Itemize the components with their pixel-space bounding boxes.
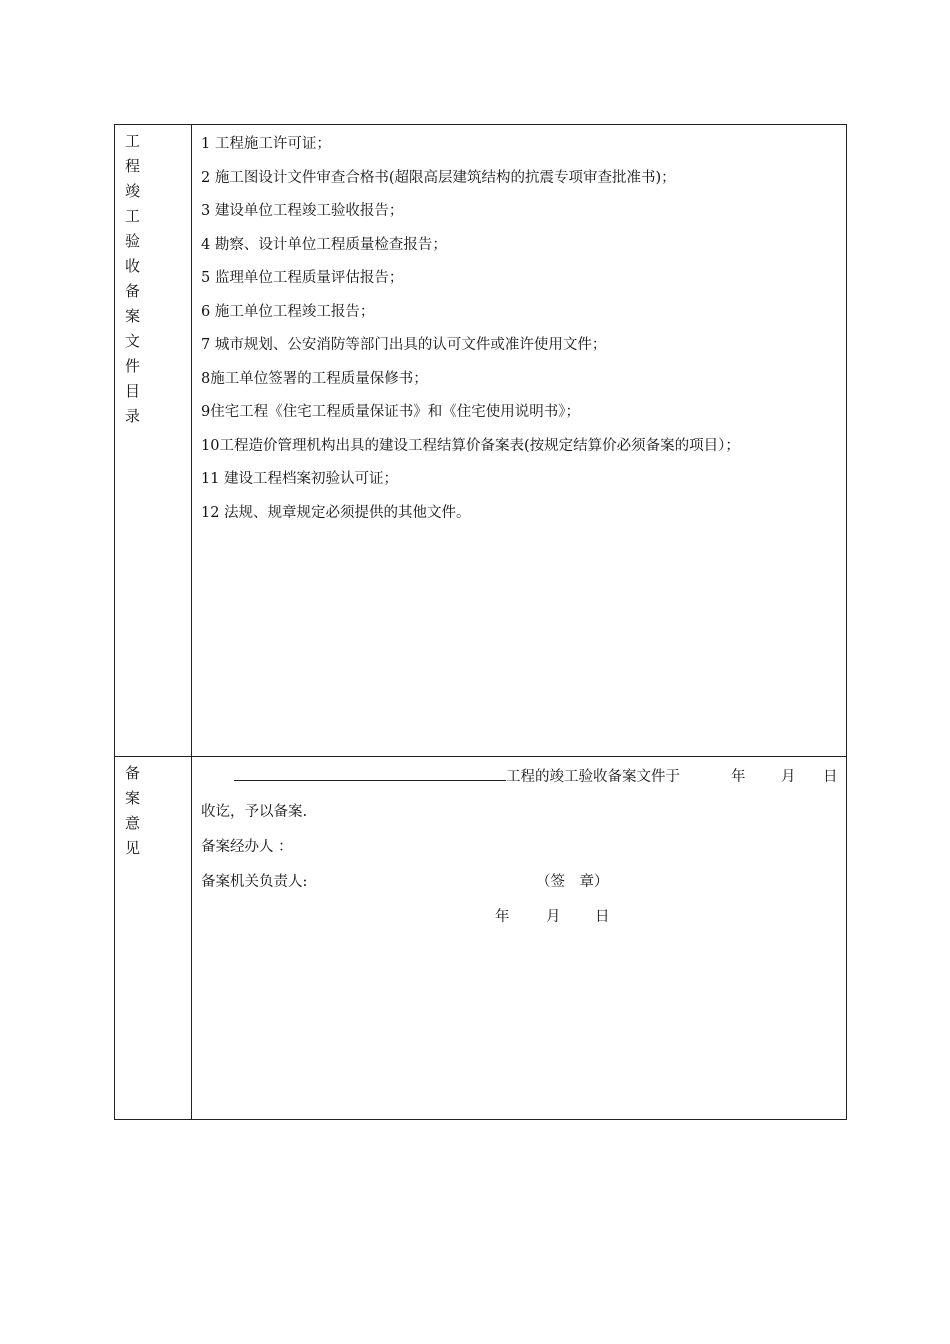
- project-name-blank[interactable]: [234, 762, 506, 781]
- list-item: 6 施工单位工程竣工报告；: [201, 303, 375, 320]
- list-item: 9住宅工程《住宅工程质量保证书》和《住宅使用说明书》；: [201, 404, 580, 420]
- opinion-line-1: [201, 760, 846, 795]
- sign-day: 日: [595, 909, 610, 925]
- receipt-day: 日: [823, 769, 838, 785]
- filing-authority-line: [201, 865, 846, 900]
- filing-authority-label: 备案机关负责人:: [201, 874, 308, 890]
- filing-files-label: 工程竣工验收备案文件目录: [125, 132, 142, 425]
- filing-files-label-cell: [115, 125, 192, 757]
- filing-opinion-content-cell: [192, 757, 847, 1120]
- seal-label: （签 章）: [536, 874, 609, 890]
- list-item: 10工程造价管理机构出具的建设工程结算价备案表(按规定结算价必须备案的项目）；: [201, 437, 740, 454]
- opinion-line1-text: 工程的竣工验收备案文件于: [506, 769, 680, 785]
- filing-files-content-cell: [192, 125, 847, 757]
- list-item: 5 监理单位工程质量评估报告；: [201, 270, 404, 286]
- filing-form-table: [114, 124, 847, 1120]
- filing-opinion-label: 备案意见: [125, 764, 142, 857]
- filing-opinion-row: [115, 757, 847, 1120]
- filing-opinion-content: [192, 757, 846, 935]
- opinion-line-2: 收讫，予以备案.: [201, 804, 308, 820]
- list-item: 7 城市规划、公安消防等部门出具的认可文件或准许使用文件；: [201, 337, 607, 353]
- filing-files-row: [115, 125, 847, 757]
- filing-opinion-label-cell: [115, 757, 192, 1120]
- list-item: 8施工单位签署的工程质量保修书；: [201, 370, 428, 387]
- list-item: 11 建设工程档案初验认可证；: [201, 471, 399, 487]
- list-item: 2 施工图设计文件审查合格书(超限高层建筑结构的抗震专项审查批准书)；: [201, 169, 676, 186]
- sign-month: 月: [546, 909, 561, 925]
- list-item: 1 工程施工许可证；: [201, 136, 331, 152]
- list-item: 4 勘察、设计单位工程质量检查报告；: [201, 236, 447, 253]
- filing-handler-label: 备案经办人 ：: [201, 839, 293, 855]
- list-item: 12 法规、规章规定必须提供的其他文件。: [201, 504, 471, 521]
- sign-year: 年: [495, 909, 510, 925]
- receipt-year: 年: [731, 769, 746, 785]
- receipt-month: 月: [781, 769, 796, 785]
- list-item: 3 建设单位工程竣工验收报告；: [201, 203, 404, 219]
- filing-files-list: [192, 125, 846, 530]
- sign-date-line: [201, 900, 846, 935]
